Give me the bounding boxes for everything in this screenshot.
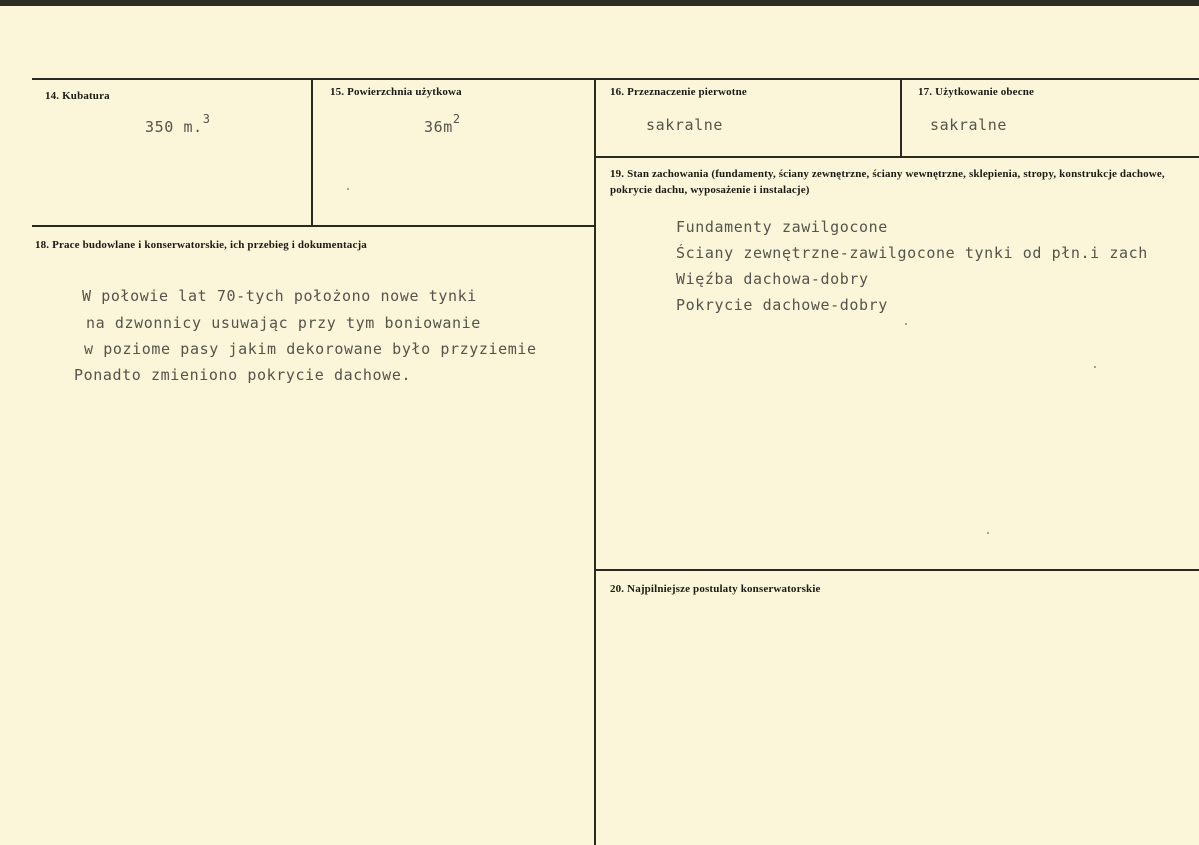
field-14-superscript: 3: [202, 112, 211, 126]
row-lower-rule-right: [594, 569, 1199, 571]
field-19-label: 19. Stan zachowania (fundamenty, ściany zewnętrzne, ściany wewnętrzne, sklepienia, stropy, konstrukcje dachowe, pokrycie dachu, wyposażenie i instalacje): [610, 168, 1165, 196]
field-16-label: 16. Przeznaczenie pierwotne: [610, 86, 747, 98]
field-20-label: 20. Najpilniejsze postulaty konserwatorskie: [610, 583, 821, 595]
field-15-superscript: 2: [452, 112, 461, 126]
field-19-line: Więźba dachowa-dobry: [676, 270, 869, 288]
field-18-line: w poziome pasy jakim dekorowane było przyziemie: [84, 340, 537, 358]
paper-speck: [905, 323, 907, 325]
col-divider-1: [311, 78, 313, 227]
field-19-line: Pokrycie dachowe-dobry: [676, 296, 888, 314]
col-divider-center: [594, 78, 596, 845]
paper-speck: [347, 188, 349, 190]
field-15-value: [424, 112, 461, 136]
field-14-label: 14. Kubatura: [45, 90, 110, 102]
paper-speck: [1094, 366, 1096, 368]
field-17-value: sakralne: [930, 116, 1008, 134]
field-18-label: 18. Prace budowlane i konserwatorskie, ich przebieg i dokumentacja: [35, 239, 367, 251]
field-17-label: 17. Użytkowanie obecne: [918, 86, 1035, 98]
row-mid-rule-left: [32, 225, 596, 227]
paper-speck: [987, 532, 989, 534]
field-14-value: [145, 112, 211, 136]
field-16-value: sakralne: [646, 116, 724, 134]
row-top-rule: [32, 78, 1199, 80]
row-mid-rule-right: [594, 156, 1199, 158]
field-14-number: 350 m.: [145, 118, 203, 136]
field-19-line: Fundamenty zawilgocone: [676, 218, 888, 236]
field-19-line: Ściany zewnętrzne-zawilgocone tynki od płn.i zach: [676, 244, 1148, 262]
field-18-line: na dzwonnicy usuwając przy tym boniowanie: [86, 314, 481, 332]
field-15-label: 15. Powierzchnia użytkowa: [330, 86, 462, 98]
field-18-line: W połowie lat 70-tych położono nowe tynki: [82, 287, 477, 305]
field-18-line: Ponadto zmieniono pokrycie dachowe.: [74, 366, 412, 384]
top-edge-band: [0, 0, 1199, 6]
field-15-number: 36m: [424, 118, 453, 136]
col-divider-3: [900, 78, 902, 158]
